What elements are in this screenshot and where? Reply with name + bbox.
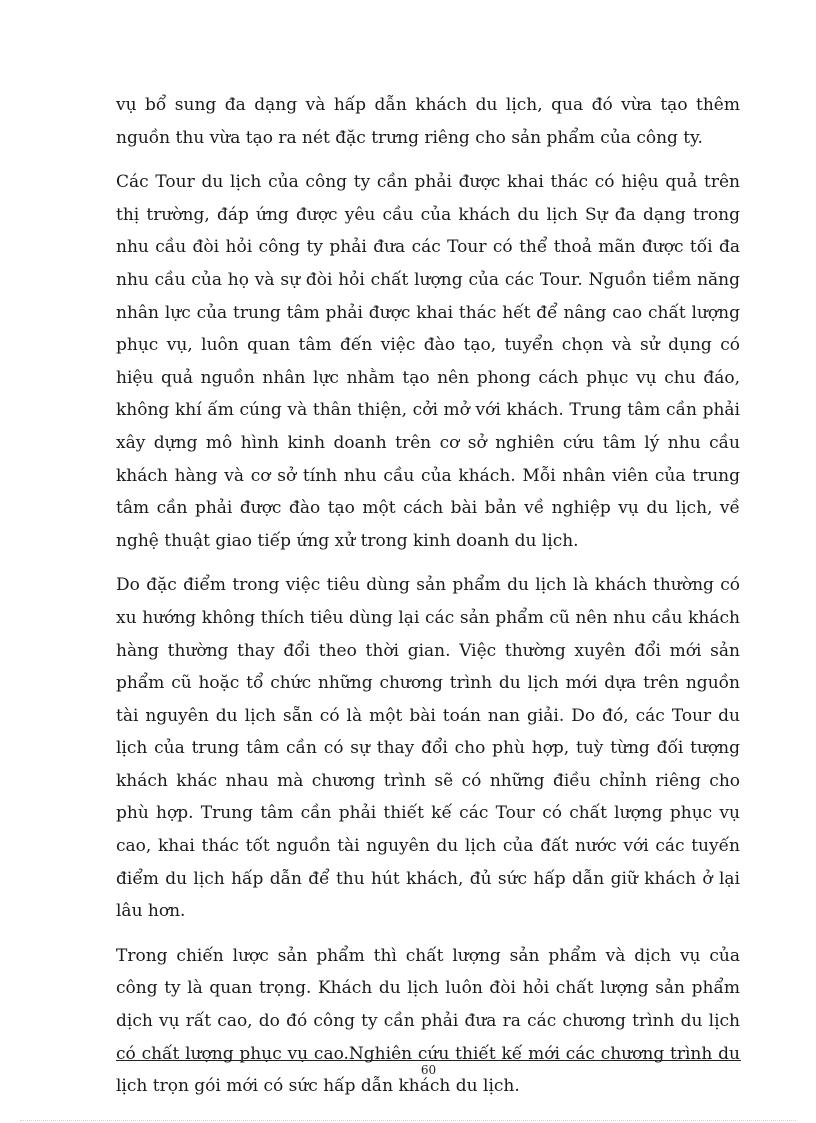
- paragraph-consumer-trends: Do đặc điểm trong việc tiêu dùng sản phẩm du lịch là khách thường có xu hướng không thích tiêu dùng lại các sản phẩm cũ nên nhu cầu khách hàng thường thay đổi theo thời gian. Việc thường xuyên đổi mới sản phẩm cũ hoặc tổ chức những chương trình du lịch mới dựa trên nguồn tài nguyên du lịch sẵn có là một bài toán nan giải. Do đó, các Tour du lịch của trung tâm cần có sự thay đổi cho phù hợp, tuỳ từng đối tượng khách khác nhau mà chương trình sẽ có những điều chỉnh riêng cho phù hợp. Trung tâm cần phải thiết kế các Tour có chất lượng phục vụ cao, khai thác tốt nguồn tài nguyên du lịch của đất nước với các tuyến điểm du lịch hấp dẫn để thu hút khách, đủ sức hấp dẫn giữ khách ở lại lâu hơn.: [116, 575, 740, 922]
- paragraph-tour-quality: Các Tour du lịch của công ty cần phải được khai thác có hiệu quả trên thị trường, đáp ứng được yêu cầu của khách du lịch Sự đa dạng trong nhu cầu đòi hỏi công ty phải đưa các Tour có thể thoả mãn được tối đa nhu cầu của họ và sự đòi hỏi chất lượng của các Tour. Nguồn tiềm năng nhân lực của trung tâm phải được khai thác hết để nâng cao chất lượng phục vụ, luôn quan tâm đến việc đào tạo, tuyển chọn và sử dụng có hiệu quả nguồn nhân lực nhằm tạo nên phong cách phục vụ chu đáo, không khí ấm cúng và thân thiện, cởi mở với khách. Trung tâm cần phải xây dựng mô hình kinh doanh trên cơ sở nghiên cứu tâm lý nhu cầu khách hàng và cơ sở tính nhu cầu của khách. Mỗi nhân viên của trung tâm cần phải được đào tạo một cách bài bản về nghiệp vụ du lịch, về nghệ thuật giao tiếp ứng xử trong kinh doanh du lịch.: [116, 172, 740, 551]
- paragraph-product-strategy: Trong chiến lược sản phẩm thì chất lượng sản phẩm và dịch vụ của công ty là quan trọng. Khách du lịch luôn đòi hỏi chất lượng sản phẩm dịch vụ rất cao, do đó công ty cần phải đưa ra các chương trình du lịch có chất lượng phục vụ cao.Nghiên cứu thiết kế mới các chương trình du lịch trọn gói mới có sức hấp dẫn khách du lịch.: [116, 945, 740, 1097]
- page-number: 60: [420, 1063, 437, 1077]
- page-bottom-edge: [20, 1120, 796, 1121]
- document-body: [116, 89, 740, 1115]
- footer-divider: [116, 1060, 741, 1061]
- paragraph-continuation: vụ bổ sung đa dạng và hấp dẫn khách du lịch, qua đó vừa tạo thêm nguồn thu vừa tạo ra nét đặc trưng riêng cho sản phẩm của công ty.: [116, 95, 740, 148]
